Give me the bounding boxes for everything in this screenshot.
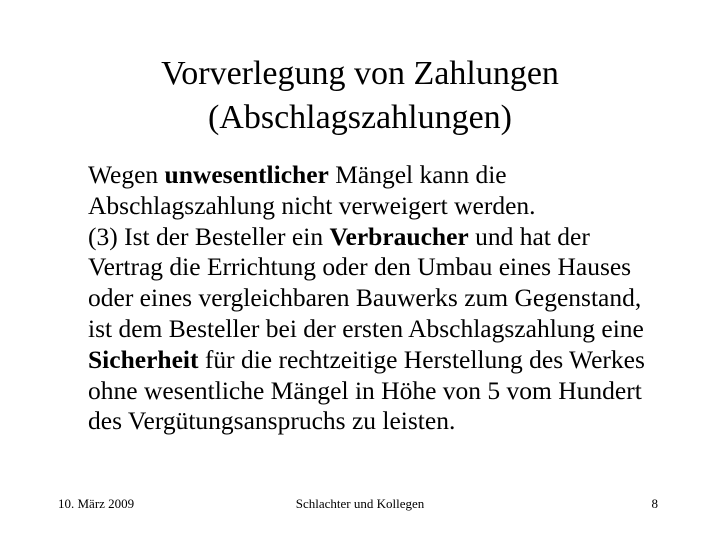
slide-body [88,160,668,437]
p1-bold-unwesentlicher: unwesentlicher [164,160,329,189]
paragraph-2 [88,222,668,438]
footer-author: Schlachter und Kollegen [295,496,425,511]
p2-bold-sicherheit: Sicherheit [88,344,199,374]
title-line-2: (Abschlagszahlungen) [207,99,512,136]
p1-text-1: Wegen [88,160,165,189]
footer-date: 10. März 2009 [58,496,135,511]
p2-text-3: für die rechtzeitige Herstellung des Werkes ohne wesentliche Mängel in Höhe von 5 vom Hundert des Vergütungsanspruchs zu leisten. [88,344,645,436]
footer-page-number: 8 [651,496,658,511]
p2-text-2: und hat der Vertrag die Errichtung oder den Umbau eines Hauses oder eines vergleichbaren Bauwerks zum Gegenstand, ist dem Besteller bei der ersten Abschlagszahlung eine [88,221,644,343]
p1-text-2: Mängel kann die Abschlagszahlung nicht verweigert werden. [88,160,536,220]
slide-title [60,52,660,140]
paragraph-1 [88,160,668,222]
p2-text-1: (3) Ist der Besteller ein [88,221,330,251]
p2-bold-verbraucher: Verbraucher [329,221,469,251]
title-line-1: Vorverlegung von Zahlungen [161,55,559,92]
